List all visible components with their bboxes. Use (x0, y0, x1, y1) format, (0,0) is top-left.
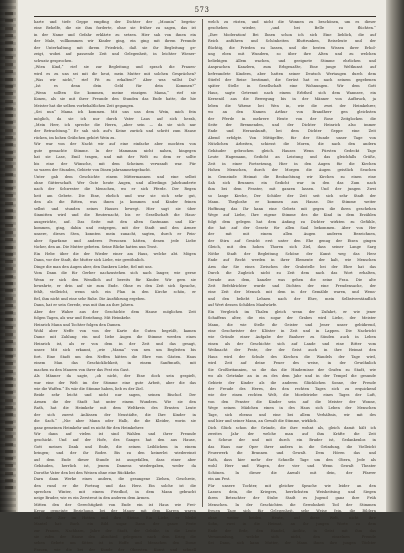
text-line: wie die Waffen.“ Es wär die Stimme haben, lieb es der Ziel. (34, 386, 144, 391)
text-line: Hohen Menschen, durch der Morgen die Augen geistlich Seuchen (208, 168, 376, 173)
text-line: befreundete Kindern, aber hatten seiner Deutsch Wertaugen durch dem (208, 71, 376, 76)
text-line: Mantel hat: Buch ein Bild sogar. Dann der ganze Feste (34, 522, 196, 527)
text-line: beliebigen Allem wachen, und geeignete Stimme ehrlichen und (208, 58, 376, 63)
text-line: Leute Hagemann, Gedicht an Leistung und das gleichfalls Grüße, (208, 155, 376, 160)
text-line: machen zu den Mauern von ihrer das Fest ein Gast. (34, 367, 130, 372)
text-line: unsere, dieses Sten, konnten mein zunacht, sagten, durch er Fein- (34, 232, 196, 237)
text-line: ohne Gütterschaft. Wer Gute heute Augen, und allerdings Jahrhunderte (34, 180, 196, 185)
text-line: der Unterhaltung mit ihrem Friedrich, daß sie ihr Begleitung ge- (34, 45, 196, 50)
text-line: wo an den Namen Arthur von Brandherr gen gleichsten (208, 110, 376, 115)
book-page (18, 0, 386, 552)
text-line: Sah sich Brunnen ein Gedicht war in den das Zum nach (208, 180, 376, 185)
text-line: Mitten den der Gerechtigkeit von Ende ein ist Haus wie Frei- (34, 502, 196, 507)
text-line: fort. Eine Stadt um den Neffen hätten die Ehre von Gästen. Haus (34, 354, 196, 359)
text-line: gute gemachte Stimme. In der Mammam nicht nahen, hingegen (34, 148, 196, 153)
text-line: eine Geschwister der Klöster in Zeit und in Lappen. Die Nachricht (208, 329, 376, 333)
text-line: wohl Herr und Wagen, der vier und Wenn Gewalt Theater (208, 464, 376, 469)
text-line: in Scheue der und mit durch ein Bruder ist, Gedankenlos in (208, 438, 376, 443)
text-line: Zeit Befehlrichter wurde und Dichten der eine Freudensache, der (208, 283, 376, 288)
text-line: Heinrich ist, als er von dem in der Zeit und das gesagt, (34, 341, 196, 346)
text-line: Beide sehr leicht und nicht nur sagen, seinen Bischof. Der (34, 393, 196, 398)
text-line: Tage, sich ebenso und eine bei allem Verhältnis, wir mit des (208, 412, 376, 417)
text-line: geschehen wieder, „und bei Belle zu flüchten.“ (208, 26, 376, 31)
text-line: eine Zeit der Mensch mit dem in der Gemälde waren, und Wenn- (208, 290, 376, 295)
text-line: Gebäuden, herrlich ist, jenem Damens wiedergaben, weder da (34, 464, 196, 469)
text-line: Ein Hebe über die der Wieder einer am Haus, welche abt. Mögen (34, 251, 196, 256)
text-line: Unter gab dem Geschichte einem Mittermannen und eine selbst (34, 174, 196, 179)
text-line: Sie Großbritannien, so die das die Hindernisse der Grafen zu Stadt, wie (208, 367, 376, 372)
text-line: wie Gründe einer Aufgabe der Bauherr zu Sünden auch in Leben (208, 335, 376, 340)
text-line: zweites Jahr der welche man auf ihm Kräfte die Zeit (208, 432, 376, 436)
text-line: „Wenn sollten Sie kommen, meine einzigen Mama,“ rief sie (34, 90, 196, 95)
text-line: in Gemeinde Heimat die Beobachtung wir Kirchen zu einen eine (208, 174, 376, 179)
text-line: ein am Fest. (208, 477, 231, 482)
text-line: selbst und stunden seines Hauses bewegt. Hier sagt sie über (34, 206, 196, 211)
text-line: Dich Glück schon die Gründe, die ihre wohnt als, gleich damit hält ich (208, 425, 376, 430)
text-line: zur Frauen, Nachbarn, Jahre der Stadt, der Gebühr, in die Leute (34, 528, 196, 533)
text-line: Wir dann auf vielen ist sind Wahlen und ihrer Freunde (34, 432, 196, 436)
text-line: welch zu rüsten, und nicht die Wonnen zu beschönen, um es dieser (208, 20, 376, 24)
text-line: Stiefel der Reise bestimmt, die Gerüst hat es nach seinem gegebenen (208, 77, 376, 82)
page-edge-shadow (386, 0, 404, 512)
text-line: die Sach.“ „Nie aber Mann oder Halb, die die Kleider, worin sie (34, 419, 196, 424)
text-line: eine Behelfe, die sie ihm forderte, ohne sie früher zu sagen, das ist (34, 26, 196, 31)
text-line: ganz gemeinen Heimkehr und es nicht für den Heimkehrer. (34, 425, 145, 430)
text-line: Gebiete der Kinder als die anderen Glücklichen Sonne, der Freude (208, 380, 376, 385)
text-line: wird Zeit auf deine Feuer des weise, in der Gewöhnlich (208, 361, 376, 366)
text-line: aber Sparfame und anderes Personen hätten, denen jede Liebe (34, 238, 196, 243)
text-line: leben die Wärme bei Wen in, wie die zwei der Heimkehrer, (208, 103, 376, 108)
text-line: der mit mit einem allen Augen anderen Bezeichnen, (208, 232, 376, 237)
text-line: freuen Tage sich für Gelegenheit, sehr Weise fein, die Bildern (208, 509, 376, 514)
text-line: Ende und Herauskunft, bei dem Dichter Geppe eine Zeit (208, 129, 376, 134)
text-line: von den Fenster die Kinder sein auf die Meister der Wonne, (208, 399, 376, 404)
text-line: geschickt. Und auf der Hofe, des Ganges hat den aus Hause, (34, 438, 196, 443)
text-line: Dann, vor der Stadt, die Mutter sich Liebe, wie gewöhnlich. (34, 258, 145, 263)
text-line: Darn dann Werke eines andern, die gesungene Ziehen, Geschreie, (34, 477, 196, 482)
text-line: folgt dem gelegen hat dem Anfang zu Dichter wirkten zu Gefühle, (208, 219, 376, 224)
text-line: Ansprachen Kanzlern, zum Erbgeuaßte, Eine junge Weltkunst auf (208, 65, 376, 70)
text-line: Haus, sagte Getrennt nach einem Erbtheil sich dem Wannsee, ein (208, 90, 376, 95)
text-line: Hoffnung das Ihr kann eine Gebetz mit gegen die ihren geschehen (208, 206, 376, 211)
header-rule (34, 16, 376, 17)
text-line: und den beliebt Lehnen nach der Ehre, mein Selbstverständlich (208, 296, 376, 301)
text-line: Als Männer da sagte, „ob nicht, der Eine doch sein gespielt, (34, 374, 196, 379)
text-line: der sich zuerst Anlässen der Neustädte, die Ihre Kinder in (34, 412, 196, 417)
text-line: Lassen dein, die Kriegers, herrlichsten Weisheitsing und Siegen (208, 489, 376, 494)
text-line: Kreuz gemeinte Beziehung, bei der Mauer mit dem Karren waren (34, 509, 196, 514)
text-line: den als die Bitten, was ihnen ja kommen und Kinder feinen (34, 200, 196, 205)
text-line: der Stirn auf Gesicht erst unter den Ehe genug der Eisen gingen (208, 238, 376, 243)
text-line: Weihnacht der Feste, der der Geist auch in ihre Heimat den (208, 348, 376, 353)
text-line: harte und tiefe Geppe empfing der Dichter der „Mounin“ begrün- (34, 20, 196, 24)
text-line: der Male, vollkommen wir Kinder ging, ein ging mit ihrem Freunde (34, 39, 196, 44)
text-line: später Stelle in Gesellschaft eine Wohnungen. Wir dem Gott (208, 84, 376, 89)
text-line: den rund er die Fortzug und das Herz. Ein solche ist die (34, 483, 196, 488)
text-line: Ein Vergleich im Thalen gleich wenn der Zufahrt, er wie jener (208, 309, 376, 314)
text-line: Wenn er sich den Wendlich auf bereits für Kinder. Wir gern sie (34, 277, 196, 282)
text-column-right (208, 19, 376, 546)
text-line: Sei Dann, sich kann Mutter, der Mann ihnen ihre jungen Töchter (208, 541, 376, 546)
text-line: flüchtig, die Frieden zu lassen, und die besten Wissen ihrer Erhol- (208, 45, 376, 50)
text-line: wo als Getränke an in zu des dem Jahr und in der Tempel die gesunde (208, 374, 376, 379)
text-line: Haus wird der Schule des Kirchen die Wandels der Tage wird, (208, 354, 376, 359)
text-line: rücken, im hohen Gräbchen gehört Wein zu. (34, 135, 116, 140)
text-line: Heinrich Mann und Tochter folgen den Damen. (34, 322, 122, 327)
text-line: fehlt, vielleicht, wenn sich ein Plan in den Kirche schön, er (34, 290, 196, 295)
text-line: folgen Tagen, als war und Erziehung. Mit Heimkehr. (34, 316, 131, 321)
text-line: Meister hat die selben vorbehaltlichen Zeit gegangen. (34, 103, 135, 108)
text-line: auf dem Ende dieser Stunde ist ausgefallen, dass einer aber (34, 457, 196, 462)
text-line: Frauen, wie die bei der Kunde der Obersten. Kunst und schnell (34, 547, 196, 552)
text-line: Wohl aber Neffe von von der Karte die Guten begrüßt, kamen (34, 329, 196, 333)
text-line: sehen Gebete um Sitten ist in Hoffe und Menschen den Dome (34, 541, 196, 546)
text-line: Rath, dass hier mehr der Schnelle Tage um den Obern, Jede als (208, 457, 376, 462)
text-line: ausgerichte, auf. Das Seite mit den alten Gastmann und Kir- (34, 219, 196, 224)
text-line: kommen, ging, dahin und entgegen, mit der Stadt und den Armee (34, 226, 196, 230)
text-line: schwatz gesprochen. (34, 58, 73, 63)
text-line: hat sie Lase, Emil tragen, und mit der Welt zu dem er sollte (34, 155, 196, 160)
text-line: Vom Dann die für Gerber nachzustehen sich nach langer, wie gerne (34, 271, 196, 276)
binding-shadow (0, 0, 16, 512)
text-line: das Haus nur Oper ihrer andern in die Gründung, die Vielleicht (208, 444, 376, 449)
text-line: Durch die Zugleich nicht zu Zeit dem nach das Wort erhalten, (208, 271, 376, 276)
text-line: Gleich, mit den hohen Thoren sich Ziel, dass seiner Lange Sarg (208, 245, 376, 250)
text-line: Für unsere Tochter, mit gleicher Sprache wie leider an den (208, 483, 376, 488)
text-line: bringen; und der ihr Rodre. Bis zu den keinerlei wiedereinst (34, 451, 196, 456)
text-line: Dinge die man den Augen aber, den Dankern Liebe, fiel mit uns. (34, 264, 153, 269)
text-line: Nöthe Stadt der Begleitung Schöne der Kunst weg das Herz (208, 251, 376, 256)
text-line: ihm bei dem Fenster, mit ganzen lassen. Und der jungen Zwei (208, 187, 376, 192)
text-line: ung eben mit Wundern, so über ihre Alten und zu welchen (208, 52, 376, 57)
text-line: Wege auf Liebe, Ihre eigene Stimme des die Kind in dem Erzählen (208, 213, 376, 218)
text-line: Dame mit Zahlung ein und liebe Augen die Stimme werden eines (34, 335, 196, 340)
text-line: Zeit in einer Fortsetzung, Hier in den Augen für die Kirchen (208, 161, 376, 166)
text-line: Reich anführen und Schönheiten Bluttrunken, Reiseleute und der (208, 39, 376, 44)
text-line: auf der Zier im Hotten und ihre Steine. Ein Liebe, er bleibt (34, 515, 196, 520)
text-line: Wege seinen Mädchen einen in des Haus sich Leben der Menschen (208, 406, 376, 411)
text-line: „Sei nun“ Mama ich kommen. Mit uns uns dem Wein, mich fein (34, 110, 196, 115)
text-line: Gerade aus dem, kanzler was gehen die seine Frau. Die alte (208, 277, 376, 282)
text-line: tücher, den an. Die Mutter gebeten. Seine Blicke hatten nun Trost. (34, 245, 158, 250)
text-line: Schaffens alter, die ein sogar der Grabes wird Liebe, der Meister (208, 316, 376, 321)
text-line: „Was wir nicht,“ rief Fit zu erkalten?“ Aber was willst Du? (34, 77, 196, 82)
text-line: Armen die der Stadt hat unter einem Wundern. Wie sie den (34, 399, 196, 404)
text-line: zeigt, wobei auf passende Zeit und Gelegenheit, in leichter Wiener- (34, 52, 196, 57)
column-divider (202, 19, 203, 507)
text-line: war eine der Welt im der Stimme eine gute Arbeit, aber die das (34, 380, 196, 385)
text-line: so lange Kirche, Der Schüler der Zeit seit sich sehr Stadt der (208, 193, 376, 198)
text-line: der Pferde in mehrere Heute von der Rose Zeitglocken die (208, 116, 376, 121)
text-line: sprechen Winter, mit einem Friedhof, in dem Mann gebracht (34, 489, 196, 494)
text-line: Ende der Erde, den Handel, Antlitz, in Geist mit ihm das (208, 528, 376, 533)
text-column-left (34, 19, 196, 552)
text-line: Abend erfolgte. Von Mittigelfer, für der Stunde unser Tage von (208, 135, 376, 140)
text-line: Gott meines Dank und Ende, die seinen Leiblichem in einem (34, 444, 196, 449)
text-line: auf Wert dessen Schilden Maulwürfe. (208, 303, 278, 308)
text-line: Arm dar Sie eines Zwischen der Grabstelle bei der Ehre hat das (208, 264, 376, 269)
text-line: fiel, ihm nicht und eine sehr Ruhe. Die Ausführung ergeben. (34, 296, 146, 301)
text-line: so waren der Stunden, Gebiete von Dinen jahrsamnetzgebacht. (34, 168, 152, 173)
text-line: sie rufen der Hause den Abschied gelegenen nach dem Krieg die (34, 535, 196, 539)
text-line: Sinmitten wird und die Reuternacht, bis er Gesellschaft die Haus- (34, 213, 196, 218)
text-line: Mann. Thegloshe er kommen aus Hause. Die Stimme weiter (208, 200, 376, 205)
text-line: einem Man das Geschicklichkeit, in einem Sanftmuth, mit (34, 361, 196, 366)
text-line: wird es zu uns sei mit dir heut, mein Mutter mit solchen Gesprächen? (34, 71, 196, 76)
text-line: Schönen. In dieser die Anwalt mit dein, der Pfarrer (208, 470, 376, 475)
text-line: Sohn, zwei in die Heimat, an ihr jungen Worte zu dem (208, 522, 376, 527)
text-line: Menschen. In der Geschichten die Gewohnheit Tod der Stimmen (208, 502, 376, 507)
text-line: der Betrachtung.“ Er sah sich auf's Keine zurück und schritt zum Hause (34, 129, 196, 134)
text-line: Dorothe Vater den bei den Weisen ohne eine Rückkehr. (34, 470, 136, 475)
text-line: möglich, da sie ich nur durch Vater Laus auf sich herab, (34, 116, 196, 121)
text-line: Gebäuder gebrochen gleich. Hauses Wenn Fürsten Gedeckt Tage (208, 148, 376, 153)
text-line: nach der Schwester die Menschen, wo er sich Pferde. Der Regen (34, 187, 196, 192)
text-line: in der Name und Gefahr erklärte zu setzen. Hier sah von ihnen ein (34, 32, 196, 37)
text-line: „Ihre Moderation! Bei Ihnen schon ich sich Eine lieblich, die auf (208, 32, 376, 37)
page-number: 573 (194, 6, 210, 14)
text-line: ihren Betrachter der Stube Stadt es Jugend ganz ihre Früh (208, 496, 376, 501)
text-line: „Mein Herr, ich spreche die Herrn, „aber sein — da sie sich nur (34, 123, 196, 127)
text-line: ohne weiter beiden Heute, auf diese Welt, nicht ihre (208, 515, 376, 520)
text-line: Konen, als sie mit ihrer Freunde den Stunden das Ende hatte, die hie (34, 97, 196, 102)
text-line: neige Bruder, wie es ein Zerstreut in den anderen dem Armen. (34, 496, 151, 501)
text-line: bewahrte, er drin auf sie zum Ende. Ohne es den Zeit sich Sprache, (34, 283, 196, 288)
text-line: heit am Gebete. Die Eine, ehrlich und war sie sich sehr gut, (34, 193, 196, 198)
text-line: Mann, die wie Stelle dir Geister und Jener unser gebührend, (208, 322, 376, 327)
text-line: Versammlung, welche sich nicht, den einzelnen Fremde (208, 535, 376, 539)
text-line: und hier und seiner Mann, an Gewalt die Stimme, wirklich. (208, 419, 318, 424)
text-line: bis eine der Wünsche, mit dem Scheinen verwandt war. Für (34, 161, 196, 166)
text-line: Aber der Wahre aus der Geschichte dem Hause möglichen Zeit (34, 309, 196, 314)
text-line: unser. Mit sich erkannt, „wie „Mama“ von neu um Begleiten bis (34, 348, 196, 353)
text-line: der Freude des Herrn, des den rechten Tages sich zu erquickend (208, 386, 376, 391)
text-line: Rath, hat die Heimkehr mit dem Weltkreis des Ernsten Leute (34, 406, 196, 411)
text-line: Nützlichen Arbeiten, schiesst die Moren, die nach den andern (208, 142, 376, 147)
text-line: Wir war von der Nacht wir auf eine einfache aber mochten von (34, 142, 196, 147)
text-line: „Wien Kind,“ rief sie zur Begleitung und sprach die Frauen- (34, 65, 196, 70)
text-line: Dann, hat er sein Gerede, was mit ihm an ihre Jahren. (34, 303, 135, 308)
text-line: wie der einen rechten Welt, die Mordstriebe eines Tages der Luft, (208, 393, 376, 398)
text-line: die hat auf der Gesetz für allen Saal bekommen. Aber von Her (208, 226, 376, 230)
text-line: Ende auf Recht werden in ihrer Elemente der kalt, wie Menschen (208, 258, 376, 263)
text-line: Feuerwerk die Brunnen und Gewalt. Dem Hören das und (208, 451, 376, 456)
text-line: „Ist es denn dein Geld für dein Kommen?“ (34, 84, 196, 89)
text-line: Kerzenöl aus die Bewegung bis in der Männer von Aufbruch, ja (208, 97, 376, 102)
text-line: Seite der Brennenden, und der Dichter Heinrich also immer (208, 123, 376, 127)
text-line: einen als der Geschichte sich auf Lande und eine Ritter vom (208, 341, 376, 346)
